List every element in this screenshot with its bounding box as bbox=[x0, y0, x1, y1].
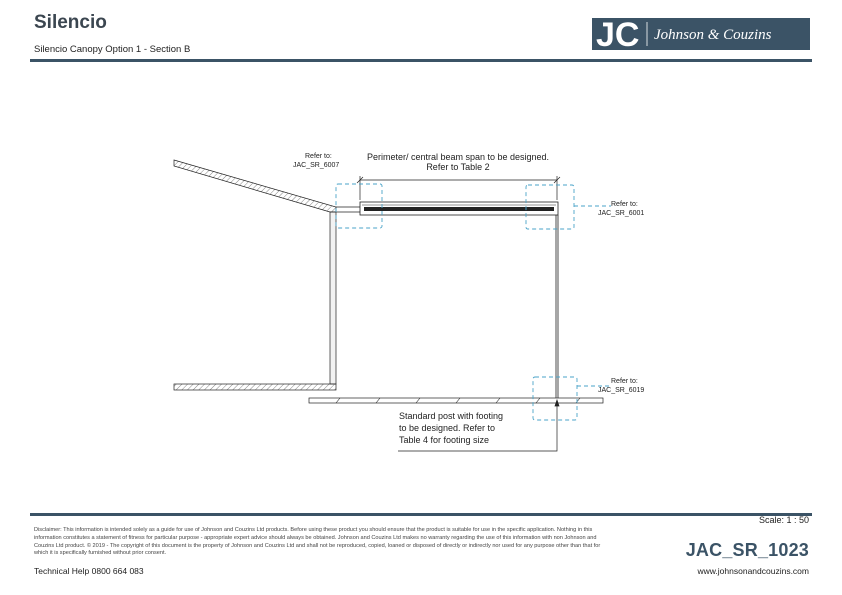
standard-post bbox=[556, 215, 558, 398]
post-note-line3: Table 4 for footing size bbox=[399, 435, 490, 445]
beam-note-line1: Perimeter/ central beam span to be designed. bbox=[366, 152, 550, 162]
page-subtitle: Silencio Canopy Option 1 - Section B bbox=[34, 44, 191, 55]
callout-right-line1: Refer to: bbox=[611, 201, 638, 208]
ground-line bbox=[309, 398, 603, 403]
page-title: Silencio bbox=[34, 12, 107, 33]
callout-footing-line2: JAC_SR_6019 bbox=[598, 387, 645, 394]
disclaimer-text: Disclaimer: This information is intended solely as a guide for use of Johnson and Couzins Ltd products. Before using these product you should ensure that the product is suitable for use in the specific application. Nothing in this information constitutes a statement of fitness for particular purpose - appropriate expert advice should always be obtained. Johnson and Couzins Ltd makes no warranty regarding the use of this information with non Johnson and Couzins Ltd product. © 2019 - The copyright of this document is the property of Johnson and Couzins Ltd and shall not be reproduced, copied, loaned or disposed of directly or indirectly nor used for any purpose other than that for which it is specifically furnished without prior consent. bbox=[34, 527, 601, 557]
callout-left-line2: JAC_SR_6007 bbox=[293, 162, 340, 169]
beam-note-line2: Refer to Table 2 bbox=[426, 162, 490, 172]
existing-wall bbox=[330, 207, 360, 384]
span-dimension bbox=[357, 176, 560, 200]
website-link[interactable]: www.johnsonandcouzins.com bbox=[697, 566, 809, 576]
footer-rule bbox=[30, 513, 812, 516]
document-number: JAC_SR_1023 bbox=[685, 540, 809, 560]
post-note-line2: to be designed. Refer to bbox=[399, 423, 496, 433]
technical-help: Technical Help 0800 664 083 bbox=[34, 566, 144, 576]
existing-floor bbox=[174, 384, 336, 390]
logo-monogram: JC bbox=[596, 18, 640, 50]
callout-footing-line1: Refer to: bbox=[611, 378, 638, 385]
drawing-scale: Scale: 1 : 50 bbox=[758, 515, 809, 525]
callout-right-line2: JAC_SR_6001 bbox=[598, 210, 645, 217]
logo-wordmark: Johnson & Couzins bbox=[654, 27, 772, 43]
canopy-beam bbox=[360, 202, 558, 215]
post-note-line1: Standard post with footing bbox=[399, 411, 504, 421]
callout-left-line1: Refer to: bbox=[305, 153, 332, 160]
